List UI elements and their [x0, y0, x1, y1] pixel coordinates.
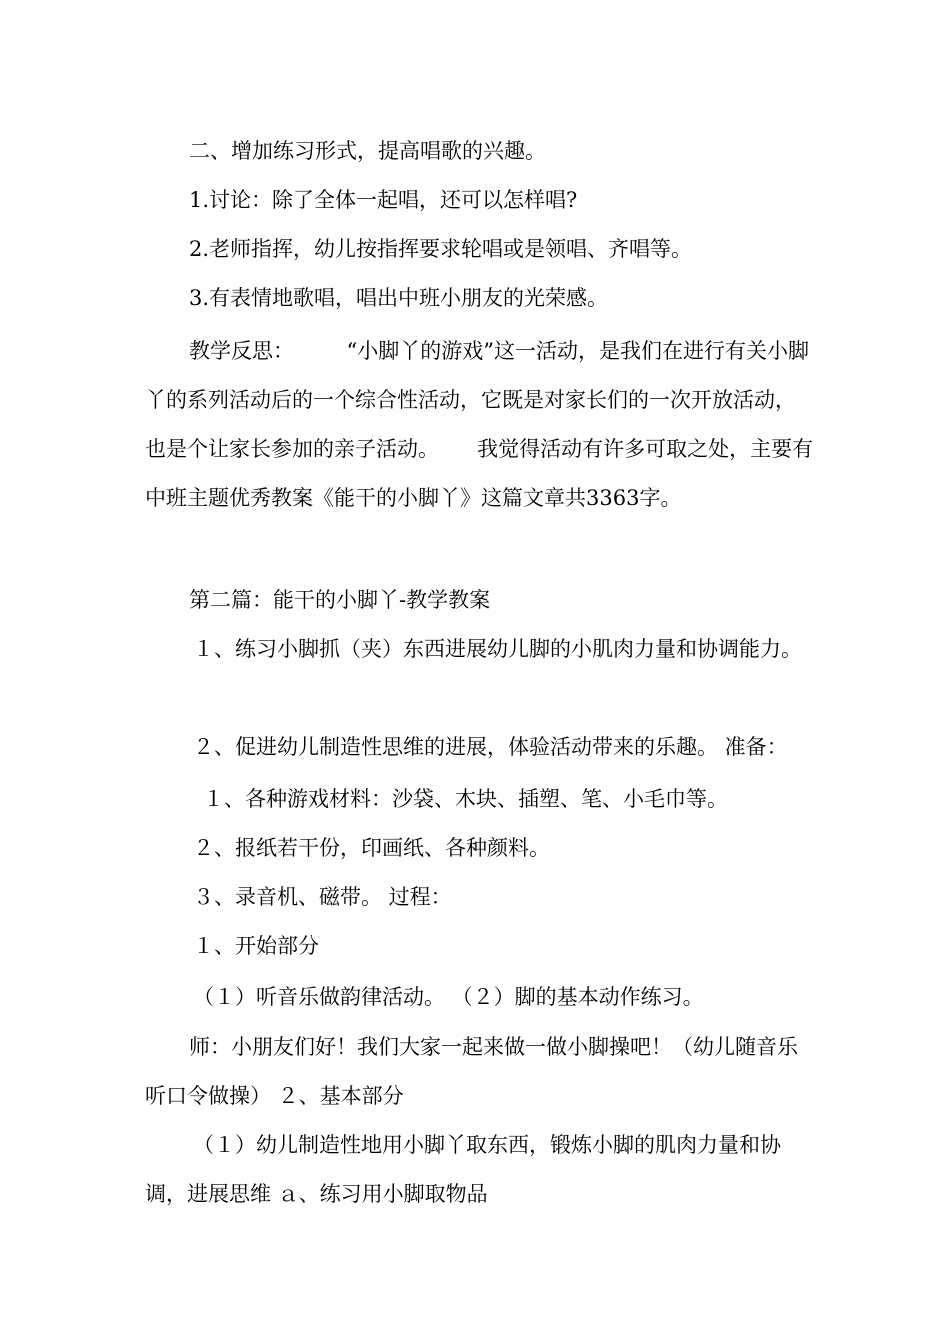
- paragraph-materials-three: ３、录音机、磁带。 过程：: [193, 885, 452, 909]
- paragraph-start-section: １、开始部分: [193, 934, 319, 958]
- paragraph-second-article-title: 第二篇：能干的小脚丫-教学教案: [189, 588, 491, 612]
- paragraph-teacher-conduct: 2.老师指挥，幼儿按指挥要求轮唱或是领唱、齐唱等。: [189, 237, 693, 261]
- paragraph-section-two-title: 二、增加练习形式，提高唱歌的兴趣。: [189, 139, 546, 163]
- paragraph-goal-two: ２、促进幼儿制造性思维的进展，体验活动带来的乐趣。 准备：: [193, 735, 788, 759]
- paragraph-expressive-singing: 3.有表情地歌唱，唱出中班小朋友的光荣感。: [189, 286, 609, 310]
- paragraph-discussion: 1.讨论：除了全体一起唱，还可以怎样唱?: [189, 188, 578, 212]
- paragraph-teaching-reflection: 教学反思： “小脚丫的游戏”这一活动，是我们在进行有关小脚丫的系列活动后的一个综合性活动，它既是对家长们的一次开放活动，也是个让家长参加的亲子活动。 我觉得活动有许多可取之处，主要有中班主题优秀教案《能干的小脚丫》这篇文章共3363字。: [145, 339, 814, 510]
- paragraph-goal-one: １、练习小脚抓（夹）东西进展幼儿脚的小肌肉力量和协调能力。: [193, 637, 802, 661]
- paragraph-materials-two: ２、报纸若干份，印画纸、各种颜料。: [193, 836, 550, 860]
- paragraph-materials-one: １、各种游戏材料：沙袋、木块、插塑、笔、小毛巾等。: [203, 787, 728, 811]
- paragraph-teacher-greeting: 师：小朋友们好！我们大家一起来做一做小脚操吧！（幼儿随音乐听口令做操） ２、基本部分: [145, 1035, 798, 1108]
- paragraph-creative-foot: （１）幼儿制造性地用小脚丫取东西，锻炼小脚的肌肉力量和协调，进展思维 ａ、练习用小脚取物品: [145, 1133, 781, 1206]
- paragraph-rhythm-activity: （１）听音乐做韵律活动。 （２）脚的基本动作练习。: [193, 985, 704, 1009]
